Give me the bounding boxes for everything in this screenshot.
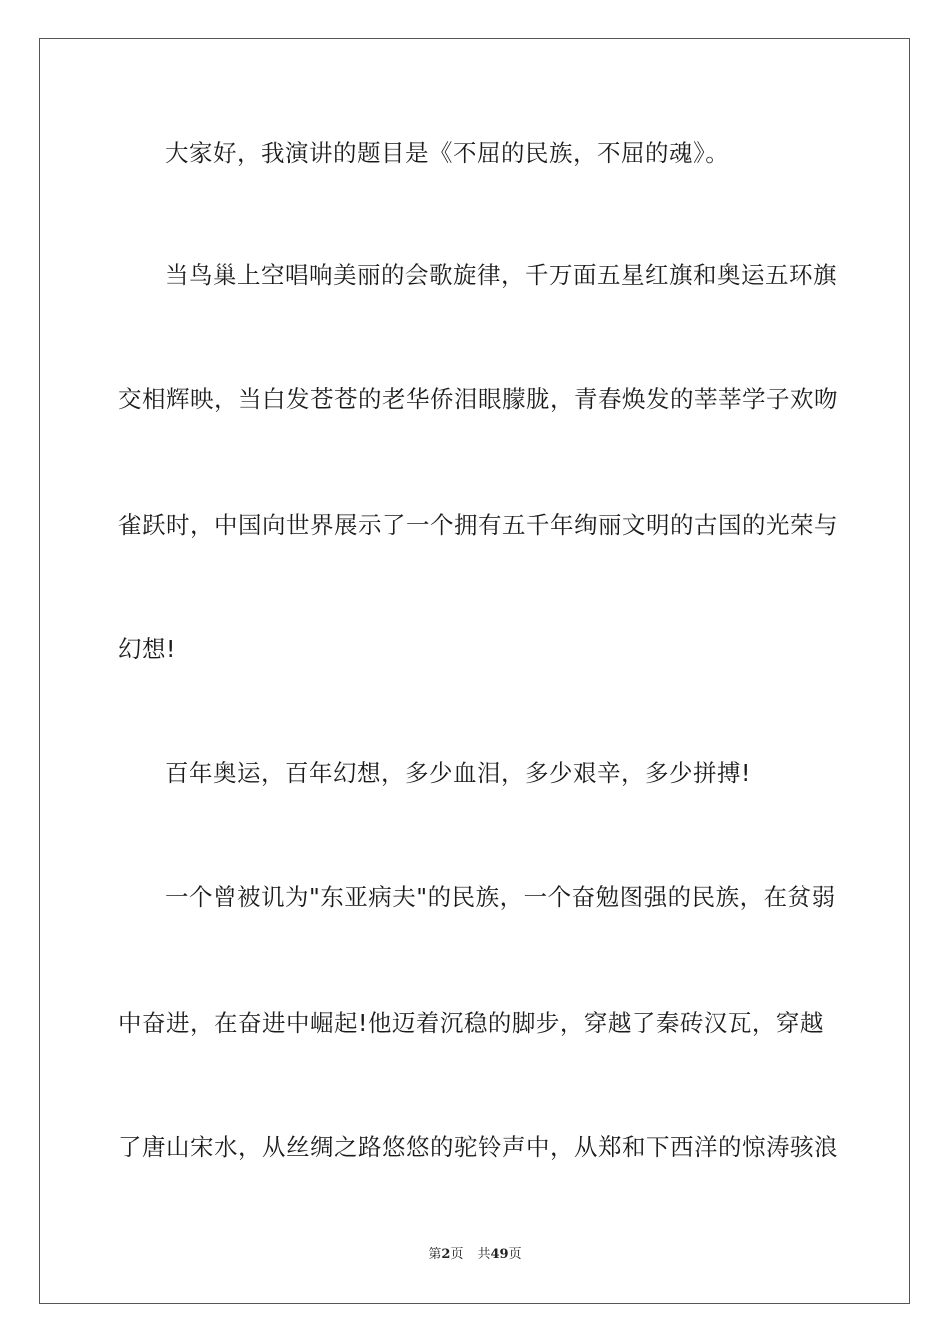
page-border (39, 38, 910, 1304)
page-footer (0, 1247, 950, 1263)
body-text-line: 一个曾被讥为"东亚病夫"的民族，一个奋勉图强的民族，在贫弱 (165, 883, 836, 911)
body-text-line: 百年奥运，百年幻想，多少血泪，多少艰辛，多少拼搏! (165, 759, 751, 787)
page-number: 2 (441, 1247, 451, 1262)
total-pages: 49 (490, 1247, 509, 1262)
page-suffix: 页 (450, 1247, 464, 1262)
body-text-line: 大家好，我演讲的题目是《不屈的民族，不屈的魂》。 (165, 139, 730, 167)
body-text-line: 当鸟巢上空唱响美丽的会歌旋律，千万面五星红旗和奥运五环旗 (165, 261, 837, 289)
total-prefix: 共 (477, 1247, 491, 1262)
body-text-line: 了唐山宋水，从丝绸之路悠悠的驼铃声中，从郑和下西洋的惊涛骇浪 (118, 1133, 838, 1161)
page-prefix: 第 (428, 1247, 442, 1262)
total-suffix: 页 (508, 1247, 522, 1262)
body-text-line: 中奋进，在奋进中崛起!他迈着沉稳的脚步，穿越了秦砖汉瓦，穿越 (118, 1009, 824, 1037)
body-text-line: 雀跃时，中国向世界展示了一个拥有五千年绚丽文明的古国的光荣与 (118, 511, 838, 539)
body-text-line: 幻想! (118, 635, 176, 663)
body-text-line: 交相辉映，当白发苍苍的老华侨泪眼朦胧，青春焕发的莘莘学子欢吻 (118, 385, 838, 413)
